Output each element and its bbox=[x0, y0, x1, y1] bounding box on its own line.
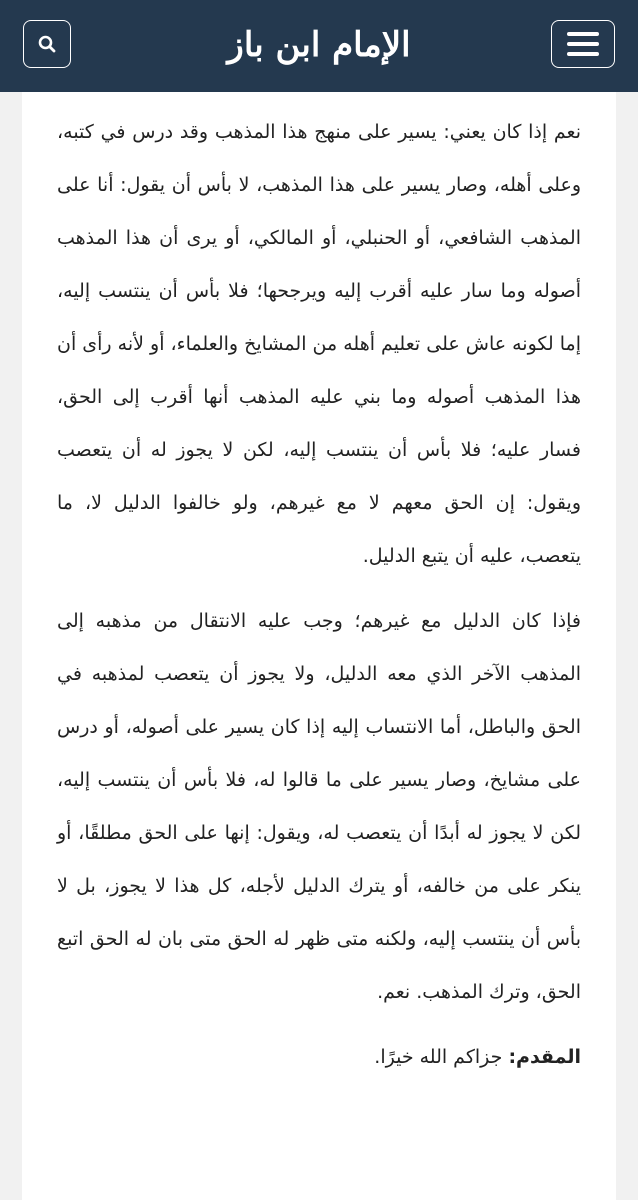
article-paragraph: فإذا كان الدليل مع غيرهم؛ وجب عليه الانتقال من مذهبه إلى المذهب الآخر الذي معه الدليل، ولا يجوز أن يتعصب لمذهبه في الحق والباطل، أما الانتساب إليه إذا كان يسير على أصوله، أو درس على مشايخ، وصار يسير على ما قالوا له، فلا بأس أن ينتسب إليه، لكن لا يجوز له أبدًا أن يتعصب له، ويقول: إنها على الحق مطلقًا، أو ينكر على من خالفه، أو يترك الدليل لأجله، كل هذا لا يجوز، بل لا بأس أن ينتسب إليه، ولكنه متى ظهر له الحق متى بان له الحق اتبع الحق، وترك المذهب. نعم. bbox=[57, 610, 581, 1003]
article-body bbox=[57, 106, 581, 1096]
menu-button[interactable] bbox=[551, 20, 615, 68]
hamburger-menu-icon-bar bbox=[567, 52, 599, 56]
hamburger-menu-icon-bar bbox=[567, 42, 599, 46]
speaker-label: المقدم: bbox=[508, 1046, 581, 1068]
closing-text: جزاكم الله خيرًا. bbox=[374, 1046, 503, 1068]
top-navbar bbox=[0, 0, 638, 92]
article-paragraph: نعم إذا كان يعني: يسير على منهج هذا المذهب وقد درس في كتبه، وعلى أهله، وصار يسير على هذا المذهب، لا بأس أن يقول: أنا على المذهب الشافعي، أو الحنبلي، أو المالكي، أو يرى أن هذا المذهب أصوله وما سار عليه أقرب إليه ويرجحها؛ فلا بأس أن ينتسب إليه، إما لكونه عاش على تعليم أهله من المشايخ والعلماء، أو لأنه رأى أن هذا المذهب أصوله وما بني عليه المذهب أنها أقرب إلى الحق، فسار عليه؛ فلا بأس أن ينتسب إليه، لكن لا يجوز له أن يتعصب ويقول: إن الحق معهم لا مع غيرهم، ولو خالفوا الدليل لا، ما يتعصب، عليه أن يتبع الدليل. bbox=[57, 121, 581, 567]
hamburger-menu-icon bbox=[567, 32, 599, 36]
closing-line bbox=[57, 1031, 581, 1084]
site-logo[interactable] bbox=[200, 14, 438, 76]
search-button[interactable] bbox=[23, 20, 71, 68]
logo-text: الإمام ابن باز bbox=[227, 25, 411, 65]
search-icon bbox=[37, 34, 57, 54]
